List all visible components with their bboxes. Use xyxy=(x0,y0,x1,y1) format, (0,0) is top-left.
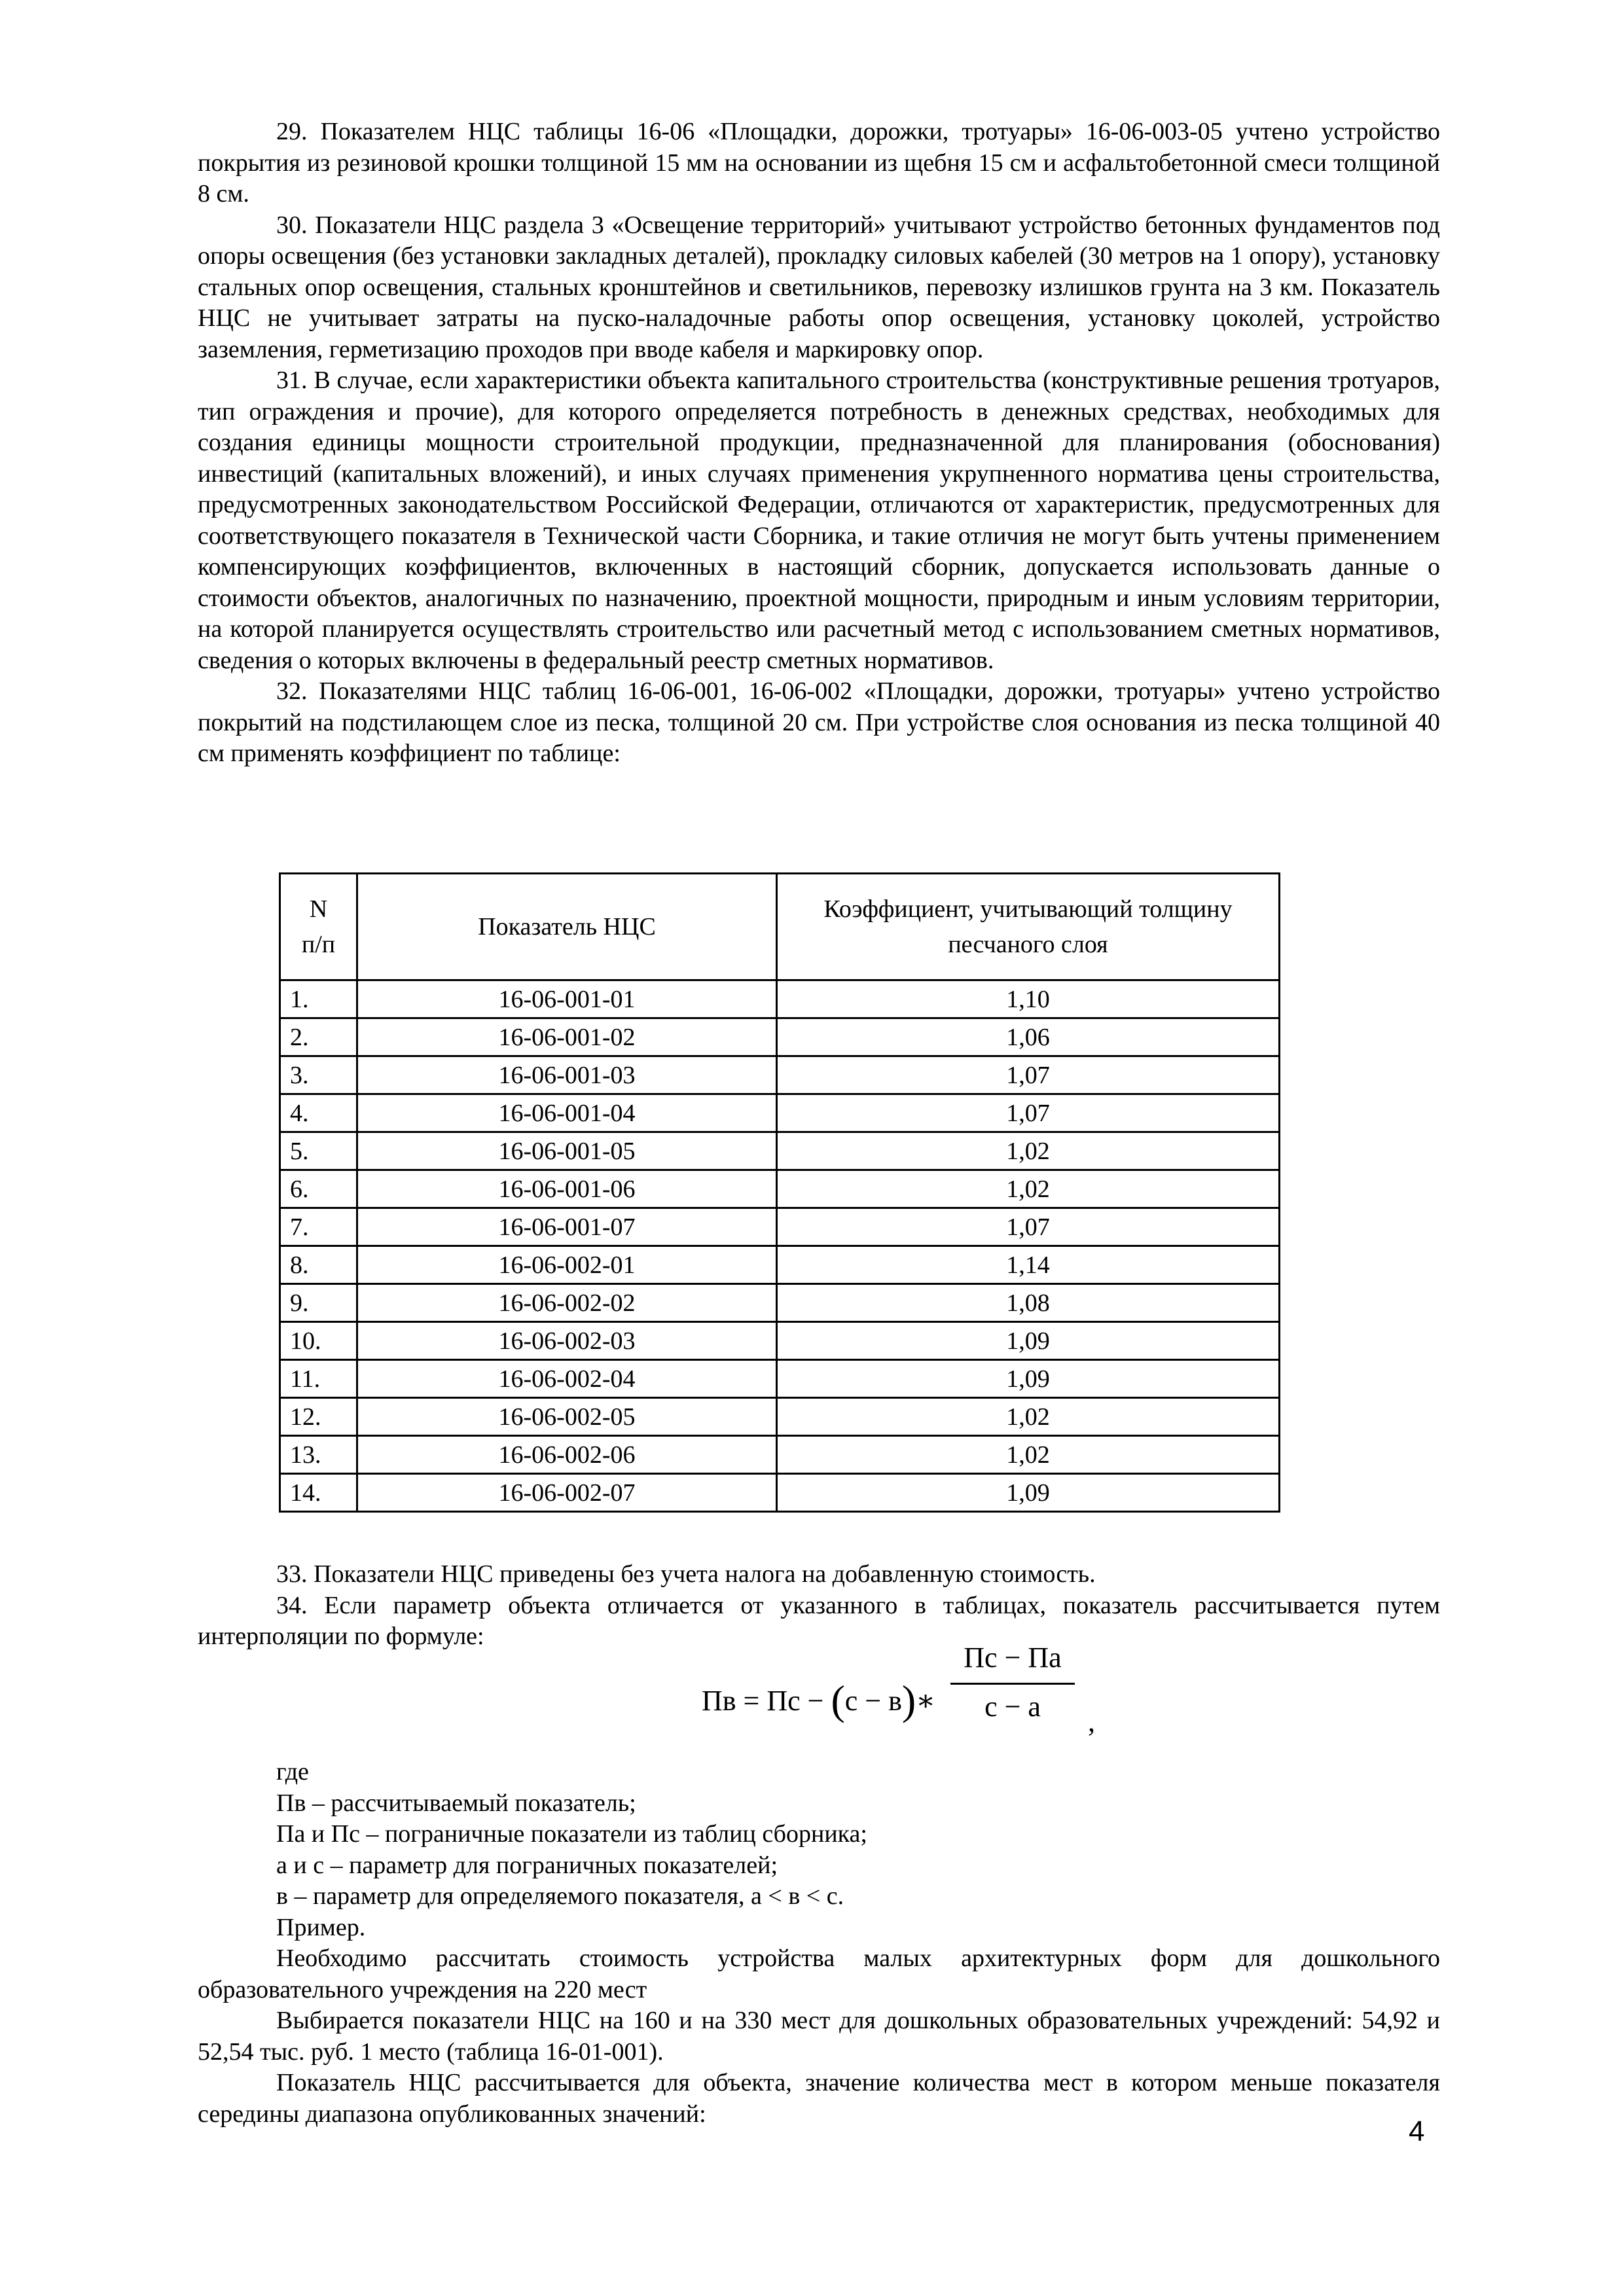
row-indicator-code: 16-06-002-07 xyxy=(357,1474,777,1512)
row-indicator-code: 16-06-002-04 xyxy=(357,1360,777,1398)
row-number: 9. xyxy=(280,1284,357,1322)
coefficient-table-wrapper xyxy=(279,872,1280,1513)
table-header-row xyxy=(280,874,1280,980)
example-heading: Пример. xyxy=(276,1913,366,1941)
interpolation-formula xyxy=(702,1640,1121,1738)
table-row xyxy=(280,1094,1280,1132)
legend-a-c: а и с – параметр для пограничных показателей; xyxy=(276,1851,778,1879)
table-row xyxy=(280,1170,1280,1208)
row-indicator-code: 16-06-001-03 xyxy=(357,1056,777,1094)
legend-v: в – параметр для определяемого показателя, а < в < с. xyxy=(276,1882,844,1910)
row-number: 11. xyxy=(280,1360,357,1398)
row-coefficient: 1,02 xyxy=(777,1132,1280,1170)
paragraph-32: 32. Показателями НЦС таблиц 16-06-001, 16-06-002 «Площадки, дорожки, тротуары» учтено устройство покрытий на подстилающем слое из песка, толщиной 20 см. При устройстве слоя основания из песка толщиной 40 см применять коэффициент по таблице: xyxy=(198,677,1440,767)
row-coefficient: 1,10 xyxy=(777,980,1280,1018)
row-coefficient: 1,02 xyxy=(777,1436,1280,1474)
fraction-bar xyxy=(950,1683,1075,1685)
row-indicator-code: 16-06-002-05 xyxy=(357,1398,777,1436)
row-coefficient: 1,07 xyxy=(777,1056,1280,1094)
row-indicator-code: 16-06-001-04 xyxy=(357,1094,777,1132)
table-row xyxy=(280,1246,1280,1284)
table-row xyxy=(280,1398,1280,1436)
paragraph-31: 31. В случае, если характеристики объекта капитального строительства (конструктивные решения тротуаров, тип ограждения и прочие), для которого определяется потребность в денежных средствах, необходимых для создания единицы мощности строительной продукции, предназначенной для планирования (обоснования) инвестиций (капитальных вложений), и иных случаях применения укрупненного норматива цены строительства, предусмотренных законодательством Российской Федерации, отличаются от характеристик, предусмотренных для соответствующего показателя в Технической части Сборника, и такие отличия не могут быть учтены применением компенсирующих коэффициентов, включенных в настоящий сборник, допускается использовать данные о стоимости объектов, аналогичных по назначению, проектной мощности, природным и иным условиям территории, на которой планируется осуществлять строительство или расчетный метод с использованием сметных нормативов, сведения о которых включены в федеральный реестр сметных нормативов. xyxy=(198,367,1440,674)
header-coefficient: Коэффициент, учитывающий толщину песчаного слоя xyxy=(777,874,1280,980)
row-coefficient: 1,09 xyxy=(777,1322,1280,1360)
row-number: 7. xyxy=(280,1208,357,1246)
legend-pv: Пв – рассчитываемый показатель; xyxy=(276,1789,636,1817)
table-row xyxy=(280,980,1280,1018)
row-coefficient: 1,09 xyxy=(777,1360,1280,1398)
row-coefficient: 1,09 xyxy=(777,1474,1280,1512)
formula-comma: , xyxy=(1088,1706,1095,1738)
formula-fraction xyxy=(950,1640,1075,1725)
legend-where: где xyxy=(276,1758,309,1785)
row-number: 14. xyxy=(280,1474,357,1512)
document-body-top xyxy=(198,117,1440,770)
formula-numerator: Пс − Па xyxy=(964,1641,1062,1674)
row-indicator-code: 16-06-001-06 xyxy=(357,1170,777,1208)
header-indicator: Показатель НЦС xyxy=(357,874,777,980)
row-number: 10. xyxy=(280,1322,357,1360)
document-body-mid xyxy=(198,1559,1440,1653)
table-row xyxy=(280,1322,1280,1360)
row-number: 1. xyxy=(280,980,357,1018)
table-row xyxy=(280,1132,1280,1170)
row-coefficient: 1,07 xyxy=(777,1208,1280,1246)
row-indicator-code: 16-06-002-06 xyxy=(357,1436,777,1474)
row-coefficient: 1,14 xyxy=(777,1246,1280,1284)
row-coefficient: 1,02 xyxy=(777,1170,1280,1208)
table-row xyxy=(280,1360,1280,1398)
example-paragraph-2: Выбирается показатели НЦС на 160 и на 330 мест для дошкольных образовательных учреждений: 54,92 и 52,54 тыс. руб. 1 место (таблица 16-01-001). xyxy=(198,2007,1440,2066)
row-number: 8. xyxy=(280,1246,357,1284)
row-coefficient: 1,02 xyxy=(777,1398,1280,1436)
row-indicator-code: 16-06-001-05 xyxy=(357,1132,777,1170)
row-indicator-code: 16-06-002-01 xyxy=(357,1246,777,1284)
row-number: 12. xyxy=(280,1398,357,1436)
row-indicator-code: 16-06-002-02 xyxy=(357,1284,777,1322)
row-indicator-code: 16-06-001-02 xyxy=(357,1018,777,1056)
paragraph-30: 30. Показатели НЦС раздела 3 «Освещение территорий» учитывают устройство бетонных фундаментов под опоры освещения (без установки закладных деталей), прокладку силовых кабелей (30 метров на 1 опору), установку стальных опор освещения, стальных кронштейнов и светильников, перевозку излишков грунта на 3 км. Показатель НЦС не учитывает затраты на пуско-наладочные работы опор освещения, установку цоколей, устройство заземления, герметизацию проходов при вводе кабеля и маркировку опор. xyxy=(198,211,1440,363)
coefficient-table xyxy=(279,872,1280,1513)
row-indicator-code: 16-06-002-03 xyxy=(357,1322,777,1360)
formula-left-side: Пв = Пс − (с − в)∗ xyxy=(702,1677,936,1723)
table-row xyxy=(280,1208,1280,1246)
row-number: 2. xyxy=(280,1018,357,1056)
table-row xyxy=(280,1474,1280,1512)
row-number: 13. xyxy=(280,1436,357,1474)
row-number: 3. xyxy=(280,1056,357,1094)
page-number: 4 xyxy=(1409,2115,1425,2147)
row-number: 6. xyxy=(280,1170,357,1208)
row-number: 5. xyxy=(280,1132,357,1170)
row-coefficient: 1,08 xyxy=(777,1284,1280,1322)
paragraph-33: 33. Показатели НЦС приведены без учета налога на добавленную стоимость. xyxy=(276,1560,1096,1588)
document-body-bottom xyxy=(198,1757,1440,2130)
row-coefficient: 1,06 xyxy=(777,1018,1280,1056)
table-row xyxy=(280,1436,1280,1474)
table-row xyxy=(280,1284,1280,1322)
paragraph-29: 29. Показателем НЦС таблицы 16-06 «Площадки, дорожки, тротуары» 16-06-003-05 учтено устройство покрытия из резиновой крошки толщиной 15 мм на основании из щебня 15 см и асфальтобетонной смеси толщиной 8 см. xyxy=(198,118,1440,207)
example-paragraph-1: Необходимо рассчитать стоимость устройства малых архитектурных форм для дошкольного образовательного учреждения на 220 мест xyxy=(198,1945,1440,2003)
example-paragraph-3: Показатель НЦС рассчитывается для объекта, значение количества мест в котором меньше показателя середины диапазона опубликованных значений: xyxy=(198,2069,1440,2128)
row-coefficient: 1,07 xyxy=(777,1094,1280,1132)
table-row xyxy=(280,1018,1280,1056)
table-row xyxy=(280,1056,1280,1094)
header-number: N п/п xyxy=(280,874,357,980)
row-indicator-code: 16-06-001-07 xyxy=(357,1208,777,1246)
row-number: 4. xyxy=(280,1094,357,1132)
row-indicator-code: 16-06-001-01 xyxy=(357,980,777,1018)
formula-denominator: с − а xyxy=(984,1691,1041,1723)
paragraph-34: 34. Если параметр объекта отличается от указанного в таблицах, показатель рассчитывается путем интерполяции по формуле: xyxy=(198,1591,1440,1650)
legend-pa-pc: Па и Пс – пограничные показатели из таблиц сборника; xyxy=(276,1820,867,1848)
table-body xyxy=(280,980,1280,1512)
